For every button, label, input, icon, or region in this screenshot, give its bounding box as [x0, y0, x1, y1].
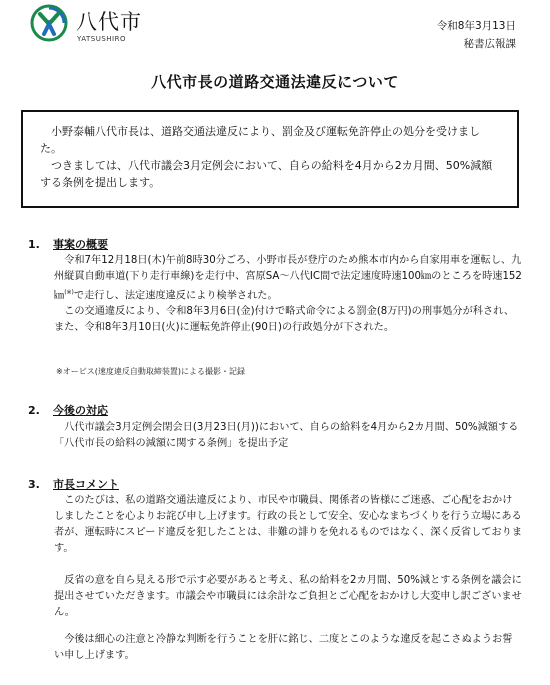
summary-paragraph: つきましては、八代市議会3月定例会において、自らの給料を4月から2カ月間、50%減額する条例を提出します。	[40, 159, 493, 189]
section-body	[54, 253, 522, 336]
city-name: 八代市	[76, 10, 142, 34]
issuing-department: 秘書広報課	[463, 38, 516, 50]
footnote: ※オービス(速度違反自動取締装置)による撮影・記録	[56, 367, 245, 376]
summary-paragraph: 小野泰輔八代市長は、道路交通法違反により、罰金及び運転免許停止の処分を受けました。	[40, 125, 480, 155]
city-emblem-icon	[30, 4, 68, 42]
section-title: 事案の概要	[53, 238, 108, 251]
body-paragraph: このたびは、私の道路交通法違反により、市民や市職員、関係者の皆様にご迷惑、ご心配をおかけしましたことを心よりお詫び申し上げます。行政の長として安全、安心なまちづくりを行う立場にある者が、運転時にスピード違反を犯したことは、非難の誹りを免れるものではなく、深く反省しております。	[54, 495, 523, 554]
section-number: 3.	[28, 478, 40, 491]
section-body	[54, 632, 522, 664]
paragraph-text: で走行し、法定速度違反により検挙された。	[73, 290, 278, 302]
section-title: 市長コメント	[53, 478, 119, 491]
section-body	[54, 420, 522, 452]
letterhead	[0, 0, 550, 60]
body-paragraph: この交通違反により、令和8年3月6日(金)付けで略式命令による罰金(8万円)の刑事処分が科され、また、令和8年3月10日(火)に運転免許停止(90日)の行政処分が下された。	[54, 306, 515, 334]
summary-box	[21, 110, 519, 208]
section-body	[54, 573, 522, 621]
body-paragraph: 八代市議会3月定例会閉会日(3月23日(月))において、自らの給料を4月から2カ月間、50%減額する「八代市長の給料の減額に関する条例」を提出予定	[54, 422, 519, 449]
section-number: 2.	[28, 404, 40, 417]
body-paragraph: 反省の意を自ら見える形で示す必要があると考え、私の給料を2カ月間、50%減とする条例を議会に提出させていただきます。市議会や市職員には余計なご負担とご心配をおかけし大変申し訳ございません。	[54, 575, 522, 618]
section-heading	[28, 476, 119, 492]
section-title: 今後の対応	[53, 404, 108, 417]
body-paragraph: 今後は細心の注意と冷静な判断を行うことを肝に銘じ、二度とこのような違反を起こさぬようお誓い申し上げます。	[54, 634, 513, 661]
issue-date: 令和8年3月13日	[436, 20, 516, 32]
section-heading	[28, 236, 108, 252]
paragraph-text: 令和7年12月18日(木)午前8時30分ごろ、小野市長が登庁のため熊本市内から自家用車を運転し、九州縦貫自動車道(下り走行車線)を走行中、宮原SA～八代IC間で法定速度時速100㎞のところを時速152㎞	[54, 255, 522, 302]
document-title: 八代市長の道路交通法違反について	[151, 73, 399, 91]
section-heading	[28, 402, 108, 418]
section-number: 1.	[28, 238, 40, 251]
city-romaji: YATSUSHIRO	[77, 35, 126, 43]
body-paragraph	[54, 253, 522, 304]
note-marker: (※)	[64, 289, 74, 296]
section-body	[54, 493, 522, 557]
